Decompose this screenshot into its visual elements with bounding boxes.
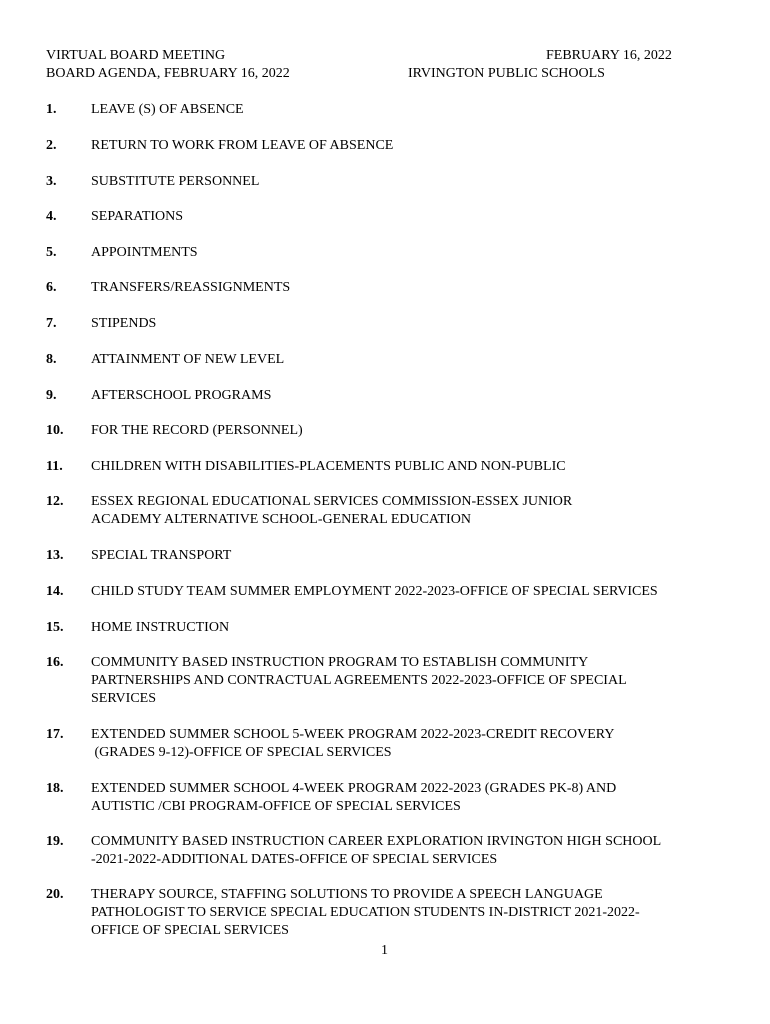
agenda-item-text: [91, 422, 721, 440]
agenda-item-text: [91, 351, 721, 369]
agenda-item-text: [91, 547, 721, 565]
agenda-item-number: 13.: [46, 548, 64, 563]
agenda-item-text: [91, 619, 721, 637]
agenda-item-number: 6.: [46, 280, 57, 295]
agenda-item-number: 5.: [46, 245, 57, 260]
page-number: 1: [381, 943, 388, 958]
agenda-item-number: 4.: [46, 209, 57, 224]
agenda-item-line: SUBSTITUTE PERSONNEL: [91, 174, 260, 189]
agenda-item-number: 14.: [46, 584, 64, 599]
agenda-item-number: 8.: [46, 352, 57, 367]
agenda-item-number: 20.: [46, 887, 64, 902]
agenda-item-line: HOME INSTRUCTION: [91, 620, 230, 635]
agenda-item-line: LEAVE (S) OF ABSENCE: [91, 102, 244, 117]
agenda-item-line: SEPARATIONS: [91, 209, 184, 224]
agenda-item-text: [91, 886, 721, 940]
agenda-item-text: [91, 458, 721, 476]
agenda-item-text: [91, 173, 721, 191]
agenda-item-line: EXTENDED SUMMER SCHOOL 5-WEEK PROGRAM 2022-2023-CREDIT RECOVERY: [91, 727, 615, 742]
agenda-item-text: [91, 780, 721, 816]
agenda-item-text: [91, 726, 721, 762]
agenda-item-text: [91, 583, 721, 601]
agenda-item-text: [91, 101, 721, 119]
agenda-item-number: 11.: [46, 459, 63, 474]
agenda-item-text: [91, 208, 721, 226]
agenda-item-line: STIPENDS: [91, 316, 157, 331]
agenda-item-number: 1.: [46, 102, 57, 117]
agenda-item-number: 19.: [46, 834, 64, 849]
agenda-item-line: AUTISTIC /CBI PROGRAM-OFFICE OF SPECIAL SERVICES: [91, 799, 461, 814]
agenda-item-line: RETURN TO WORK FROM LEAVE OF ABSENCE: [91, 138, 394, 153]
agenda-item-number: 10.: [46, 423, 64, 438]
agenda-item-text: [91, 654, 721, 708]
meeting-title: VIRTUAL BOARD MEETING: [46, 48, 226, 63]
agenda-item-text: [91, 493, 721, 529]
agenda-item-line: SPECIAL TRANSPORT: [91, 548, 232, 563]
agenda-item-line: AFTERSCHOOL PROGRAMS: [91, 388, 272, 403]
agenda-item-text: [91, 387, 721, 405]
agenda-item-number: 3.: [46, 174, 57, 189]
agenda-item-line: ACADEMY ALTERNATIVE SCHOOL-GENERAL EDUCATION: [91, 512, 471, 527]
agenda-item-line: TRANSFERS/REASSIGNMENTS: [91, 280, 291, 295]
agenda-item-line: CHILD STUDY TEAM SUMMER EMPLOYMENT 2022-2023-OFFICE OF SPECIAL SERVICES: [91, 584, 658, 599]
agenda-item-line: ATTAINMENT OF NEW LEVEL: [91, 352, 285, 367]
agenda-item-number: 18.: [46, 781, 64, 796]
meeting-date: FEBRUARY 16, 2022: [546, 48, 672, 63]
agenda-item-text: [91, 244, 721, 262]
agenda-item-text: [91, 315, 721, 333]
agenda-item-text: [91, 833, 721, 869]
agenda-item-number: 9.: [46, 388, 57, 403]
agenda-item-line: PATHOLOGIST TO SERVICE SPECIAL EDUCATION STUDENTS IN-DISTRICT 2021-2022-: [91, 905, 640, 920]
agenda-item-number: 2.: [46, 138, 57, 153]
agenda-item-number: 7.: [46, 316, 57, 331]
agenda-item-text: [91, 137, 721, 155]
agenda-item-text: [91, 279, 721, 297]
agenda-item-line: OFFICE OF SPECIAL SERVICES: [91, 923, 289, 938]
agenda-item-line: EXTENDED SUMMER SCHOOL 4-WEEK PROGRAM 2022-2023 (GRADES PK-8) AND: [91, 781, 617, 796]
agenda-item-line: COMMUNITY BASED INSTRUCTION PROGRAM TO ESTABLISH COMMUNITY: [91, 655, 589, 670]
agenda-item-line: -2021-2022-ADDITIONAL DATES-OFFICE OF SPECIAL SERVICES: [91, 852, 498, 867]
agenda-item-line: APPOINTMENTS: [91, 245, 198, 260]
agenda-item-line: COMMUNITY BASED INSTRUCTION CAREER EXPLORATION IRVINGTON HIGH SCHOOL: [91, 834, 662, 849]
district-name: IRVINGTON PUBLIC SCHOOLS: [408, 66, 605, 81]
agenda-item-number: 12.: [46, 494, 64, 509]
agenda-item-number: 16.: [46, 655, 64, 670]
agenda-item-number: 17.: [46, 727, 64, 742]
agenda-item-line: PARTNERSHIPS AND CONTRACTUAL AGREEMENTS 2022-2023-OFFICE OF SPECIAL: [91, 673, 627, 688]
agenda-item-line: (GRADES 9-12)-OFFICE OF SPECIAL SERVICES: [91, 745, 392, 760]
agenda-title: BOARD AGENDA, FEBRUARY 16, 2022: [46, 66, 290, 81]
agenda-item-line: ESSEX REGIONAL EDUCATIONAL SERVICES COMMISSION-ESSEX JUNIOR: [91, 494, 573, 509]
agenda-item-line: THERAPY SOURCE, STAFFING SOLUTIONS TO PROVIDE A SPEECH LANGUAGE: [91, 887, 603, 902]
agenda-item-number: 15.: [46, 620, 64, 635]
agenda-item-line: FOR THE RECORD (PERSONNEL): [91, 423, 303, 438]
agenda-item-line: CHILDREN WITH DISABILITIES-PLACEMENTS PUBLIC AND NON-PUBLIC: [91, 459, 566, 474]
agenda-item-line: SERVICES: [91, 691, 157, 706]
